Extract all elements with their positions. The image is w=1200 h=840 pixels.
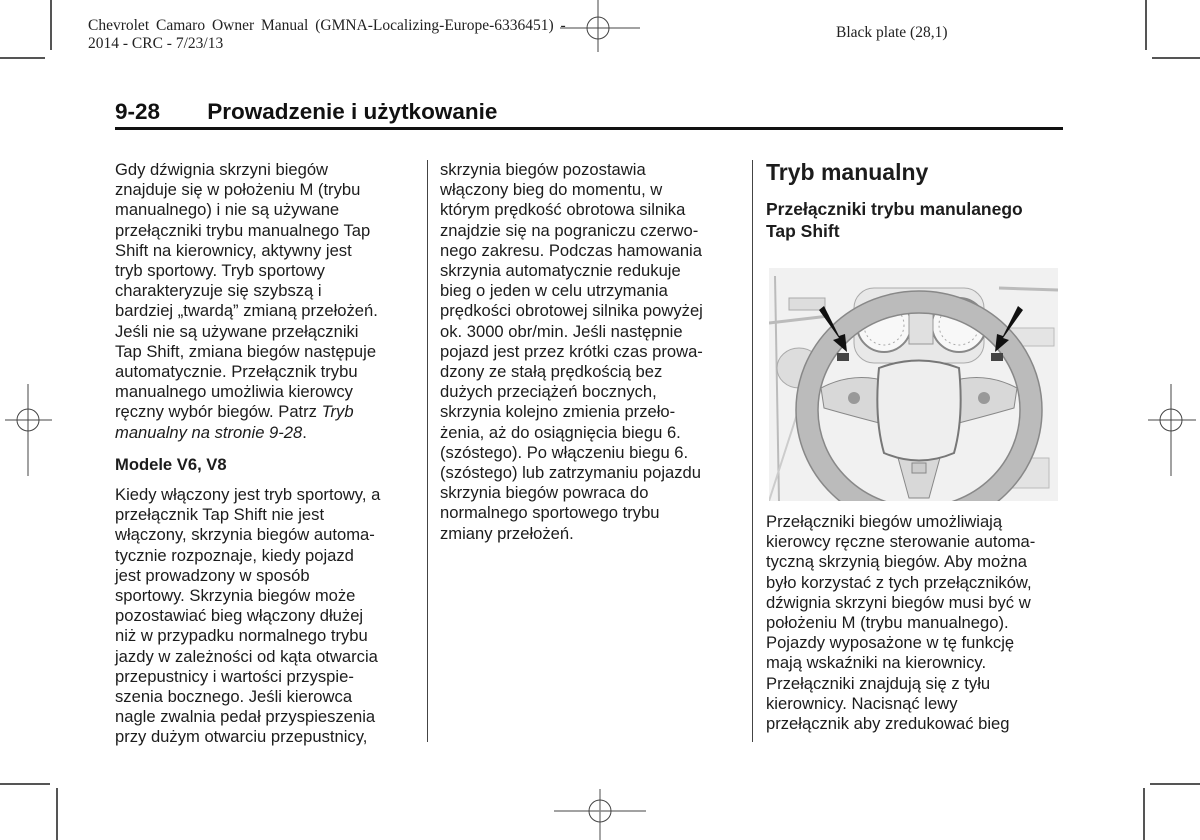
crop-mark-bottom-right-h [1150, 783, 1200, 785]
text-line: zmiany przełożeń. [440, 523, 574, 543]
text-line: bardziej „twardą” zmianą przełożeń. [115, 301, 378, 321]
text-line: Pojazdy wyposażone w tę funkcję [766, 633, 1015, 653]
text-line-with-reference [115, 423, 415, 443]
section-title: Prowadzenie i użytkowanie [207, 99, 498, 124]
column-divider-1 [427, 160, 428, 742]
text-line: Kiedy włączony jest tryb sportowy, a [115, 485, 381, 505]
text-line: dźwignia skrzyni biegów musi być w [766, 592, 1031, 612]
text-line: dużych przeciążeń bocznych, [440, 382, 657, 402]
text-line: skrzynia biegów powraca do [440, 483, 649, 503]
paragraph-tap-shift-description [766, 512, 1066, 734]
crop-mark-bottom-left-v [56, 788, 58, 840]
text-line: Gdy dźwignia skrzyni biegów [115, 160, 329, 179]
text-line: włączony, skrzynia biegów automa- [115, 525, 375, 545]
registration-target-top-icon [560, 0, 640, 56]
text-line-with-reference [115, 402, 415, 422]
text-line: przełącznik aby zredukować bieg [766, 714, 1010, 734]
registration-target-bottom-icon [550, 785, 650, 840]
tap-shift-subheading [766, 198, 1066, 242]
text-line: bieg o jeden w celu utrzymania [440, 281, 668, 301]
text-line: skrzynia biegów pozostawia [440, 160, 646, 179]
crop-mark-top-left-v [50, 0, 52, 50]
crop-mark-top-right-h [1152, 57, 1200, 59]
text-line: szenia bocznego. Jeśli kierowca [115, 687, 353, 707]
text-line: Przełączniki znajdują się z tyłu [766, 673, 991, 693]
print-job-header [88, 17, 566, 53]
text-line: żenia, aż do osiągnięcia biegu 6. [440, 422, 681, 442]
column-2 [440, 160, 740, 544]
text-line: nego zakresu. Podczas hamowania [440, 240, 702, 260]
text-fragment: . [302, 422, 307, 442]
text-line: było korzystać z tych przełączników, [766, 572, 1032, 592]
column-divider-2 [752, 160, 753, 742]
text-line: manualnego) i nie są używane [115, 200, 340, 220]
text-line: tyczną skrzynią biegów. Aby można [766, 552, 1028, 572]
text-line: przełącznik Tap Shift nie jest [115, 505, 325, 525]
text-line: przepustnicy i wartości przyspie- [115, 666, 354, 686]
text-line: prędkości obrotowej silnika powyżej [440, 301, 703, 321]
text-line: niż w przypadku normalnego trybu [115, 626, 368, 646]
steering-wheel-figure [769, 268, 1058, 501]
print-job-date: 2014 - CRC - 7/23/13 [88, 35, 224, 52]
page-number: 9-28 [115, 99, 161, 124]
paragraph-tap-shift-intro [115, 160, 415, 443]
text-line: (szóstego) lub zatrzymaniu pojazdu [440, 463, 702, 483]
crop-mark-bottom-right-v [1143, 788, 1145, 840]
subheading-line: Tap Shift [766, 221, 840, 241]
registration-target-left-icon [0, 370, 56, 480]
subheading-line: Przełączniki trybu manulanego [766, 199, 1023, 219]
column-1 [115, 160, 415, 748]
registration-target-right-icon [1144, 370, 1200, 480]
text-line: sportowy. Skrzynia biegów może [115, 586, 356, 606]
text-line: kierownicy. Nacisnąć lewy [766, 693, 958, 713]
text-line: Przełączniki biegów umożliwiają [766, 512, 1003, 531]
text-line: ok. 3000 obr/min. Jeśli następnie [440, 321, 683, 341]
text-line: włączony bieg do momentu, w [440, 180, 663, 200]
text-line: Shift na kierownicy, aktywny jest [115, 240, 352, 260]
text-line: pozostawiać bieg włączony dłużej [115, 606, 364, 626]
subheading-models: Modele V6, V8 [115, 454, 227, 474]
text-line: położeniu M (trybu manualnego). [766, 613, 1009, 633]
text-line: jest prowadzony w sposób [115, 565, 310, 585]
steering-wheel-illustration-icon [769, 268, 1058, 501]
text-line: przełączniki trybu manualnego Tap [115, 220, 371, 240]
crop-mark-top-left-h [0, 57, 45, 59]
text-line: znajduje się w położeniu M (trybu [115, 180, 361, 200]
cross-reference-link[interactable]: manualny na stronie 9-28 [115, 422, 303, 442]
text-line: jazdy w zależności od kąta otwarcia [115, 646, 378, 666]
text-line: przy dużym otwarciu przepustnicy, [115, 727, 368, 747]
text-line: manualnego umożliwia kierowcy [115, 382, 353, 402]
text-line: (szóstego). Po włączeniu biegu 6. [440, 442, 689, 462]
manual-mode-heading: Tryb manualny [766, 159, 929, 185]
text-line: nagle zwalnia pedał przyspieszenia [115, 707, 376, 727]
text-line: charakteryzuje się szybszą i [115, 281, 322, 301]
text-line: normalnego sportowego trybu [440, 503, 660, 523]
column-3-body [766, 512, 1066, 734]
text-line: kierowcy ręczne sterowanie automa- [766, 532, 1036, 552]
crop-mark-top-right-v [1145, 0, 1147, 50]
text-line: skrzynia automatycznie redukuje [440, 261, 681, 281]
text-line: dzony ze stałą prędkością bez [440, 362, 663, 382]
cross-reference-link[interactable]: Tryb [321, 402, 354, 422]
text-line: znajdzie się na pograniczu czerwo- [440, 220, 699, 240]
print-job-title: Chevrolet Camaro Owner Manual (GMNA-Localizing-Europe-6336451) - [88, 17, 566, 34]
page-header [115, 99, 1063, 125]
text-fragment: ręczny wybór biegów. Patrz [115, 402, 322, 422]
crop-mark-bottom-left-h [0, 783, 50, 785]
text-line: Jeśli nie są używane przełączniki [115, 321, 359, 341]
text-line: pojazd jest przez krótki czas prowa- [440, 341, 703, 361]
plate-label: Black plate (28,1) [836, 24, 948, 41]
text-line: skrzynia kolejno zmienia przeło- [440, 402, 676, 422]
column-3 [766, 158, 1066, 242]
paragraph-sport-mode-continued [440, 160, 740, 544]
text-line: automatycznie. Przełącznik trybu [115, 362, 358, 382]
paragraph-sport-mode [115, 485, 415, 748]
text-line: Tap Shift, zmiana biegów następuje [115, 341, 377, 361]
text-line: tycznie rozpoznaje, kiedy pojazd [115, 545, 354, 565]
text-line: mają wskaźniki na kierownicy. [766, 653, 987, 673]
text-line: tryb sportowy. Tryb sportowy [115, 261, 325, 281]
text-line: którym prędkość obrotowa silnika [440, 200, 686, 220]
header-rule [115, 127, 1063, 130]
